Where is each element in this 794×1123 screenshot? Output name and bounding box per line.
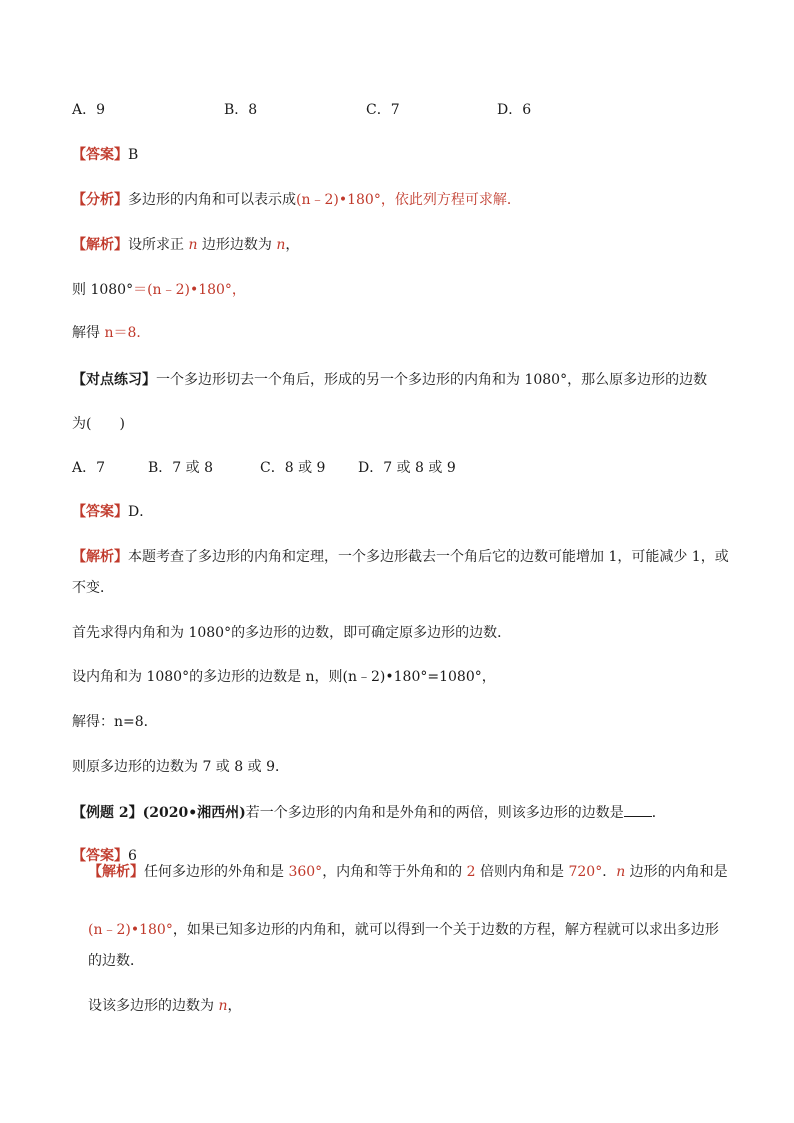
step2-formula: n＝8． [104, 325, 151, 341]
example2-source: (2020•湘西州) [142, 805, 246, 821]
sol-val-1: 360° [288, 864, 323, 880]
practice-step3: 解得：n=8． [72, 714, 158, 730]
practice-question-line2: 为( ) [72, 416, 125, 432]
practice-text: 一个多边形切去一个角后，形成的另一个多边形的内角和为 1080°，那么原多边形的边数 [156, 372, 708, 388]
example2-step-text: 设该多边形的边数为 [88, 998, 219, 1014]
analysis-tag: 【分析】 [72, 192, 128, 208]
example2-answer-value: 6 [128, 848, 137, 864]
practice-solution-line2: 不变． [72, 580, 114, 596]
solution-tag: 【解析】 [72, 237, 128, 253]
example2-solution-line2 [88, 920, 719, 940]
example2-step-end: ， [227, 998, 242, 1014]
practice-step2: 设内角和为 1080°的多边形的边数是 n，则(n﹣2)•180°=1080°， [72, 669, 496, 685]
sol-val-3: 720° [568, 864, 603, 880]
sol-text-5: 边形的内角和是 [625, 864, 728, 880]
sol-text-1: 任何多边形的外角和是 [144, 864, 289, 880]
sol-text-2: ，内角和等于外角和的 [322, 864, 467, 880]
answer-value: B [128, 147, 139, 163]
example2-step-var: n [218, 998, 228, 1014]
q1-solution [72, 235, 299, 255]
practice-option-c: C．8 或 9 [260, 460, 326, 476]
sol-val-2: 2 [466, 864, 476, 880]
example2-solution [88, 862, 728, 882]
q1-step2 [72, 323, 150, 343]
q1-analysis [72, 190, 521, 210]
option-d: D．6 [497, 102, 532, 118]
example2-answer-tag: 【答案】 [72, 848, 128, 864]
q1-answer [72, 145, 138, 165]
option-c: C．7 [366, 102, 400, 118]
practice-answer [72, 502, 153, 522]
practice-answer-tag: 【答案】 [72, 504, 128, 520]
example2-text: 若一个多边形的内角和是外角和的两倍，则该多边形的边数是 [245, 805, 624, 821]
practice-option-d: D．7 或 8 或 9 [358, 460, 456, 476]
sol-text-3: 倍则内角和是 [475, 864, 569, 880]
practice-option-a: A．7 [72, 460, 106, 476]
example2-solution-line3: 的边数． [88, 953, 144, 969]
practice-solution [72, 547, 729, 567]
practice-step4: 则原多边形的边数为 7 或 8 或 9． [72, 759, 289, 775]
example2-solution-tag: 【解析】 [88, 864, 144, 880]
option-b: B．8 [224, 102, 258, 118]
practice-option-b: B．7 或 8 [148, 460, 214, 476]
solution-var2: n [276, 237, 286, 253]
example2-step [88, 996, 241, 1016]
analysis-formula: (n﹣2)•180°，依此列方程可求解． [296, 192, 521, 208]
example2-question [72, 802, 666, 823]
example2-tag: 【例题 2】 [72, 805, 143, 821]
answer-blank [624, 802, 652, 817]
step1-text: 则 1080° [72, 282, 134, 298]
answer-tag: 【答案】 [72, 147, 128, 163]
practice-solution-tag: 【解析】 [72, 549, 128, 565]
solution-var: n [188, 237, 198, 253]
practice-solution-text: 本题考查了多边形的内角和定理，一个多边形截去一个角后它的边数可能增加 1，可能减少 1，或 [128, 549, 729, 565]
example2-end: ． [651, 805, 666, 821]
practice-answer-value: D． [128, 504, 154, 520]
solution-text1: 设所求正 [128, 237, 189, 253]
practice-tag: 【对点练习】 [72, 372, 156, 388]
q1-step1 [72, 280, 246, 300]
step1-formula: ＝(n﹣2)•180°， [133, 282, 246, 298]
option-a: A．9 [72, 102, 106, 118]
practice-step1: 首先求得内角和为 1080°的多边形的边数，即可确定原多边形的边数． [72, 625, 512, 641]
sol-text-4: ． [602, 864, 617, 880]
solution-text2: 边形边数为 [197, 237, 277, 253]
sol-val-4: n [616, 864, 626, 880]
solution-text3: ， [285, 237, 300, 253]
sol-line2-formula: (n﹣2)•180° [88, 922, 173, 938]
analysis-text: 多边形的内角和可以表示成 [128, 192, 296, 208]
step2-text: 解得 [72, 325, 105, 341]
sol-line2-text: ，如果已知多边形的内角和，就可以得到一个关于边数的方程，解方程就可以求出多边形 [172, 922, 719, 938]
practice-question [72, 370, 707, 390]
